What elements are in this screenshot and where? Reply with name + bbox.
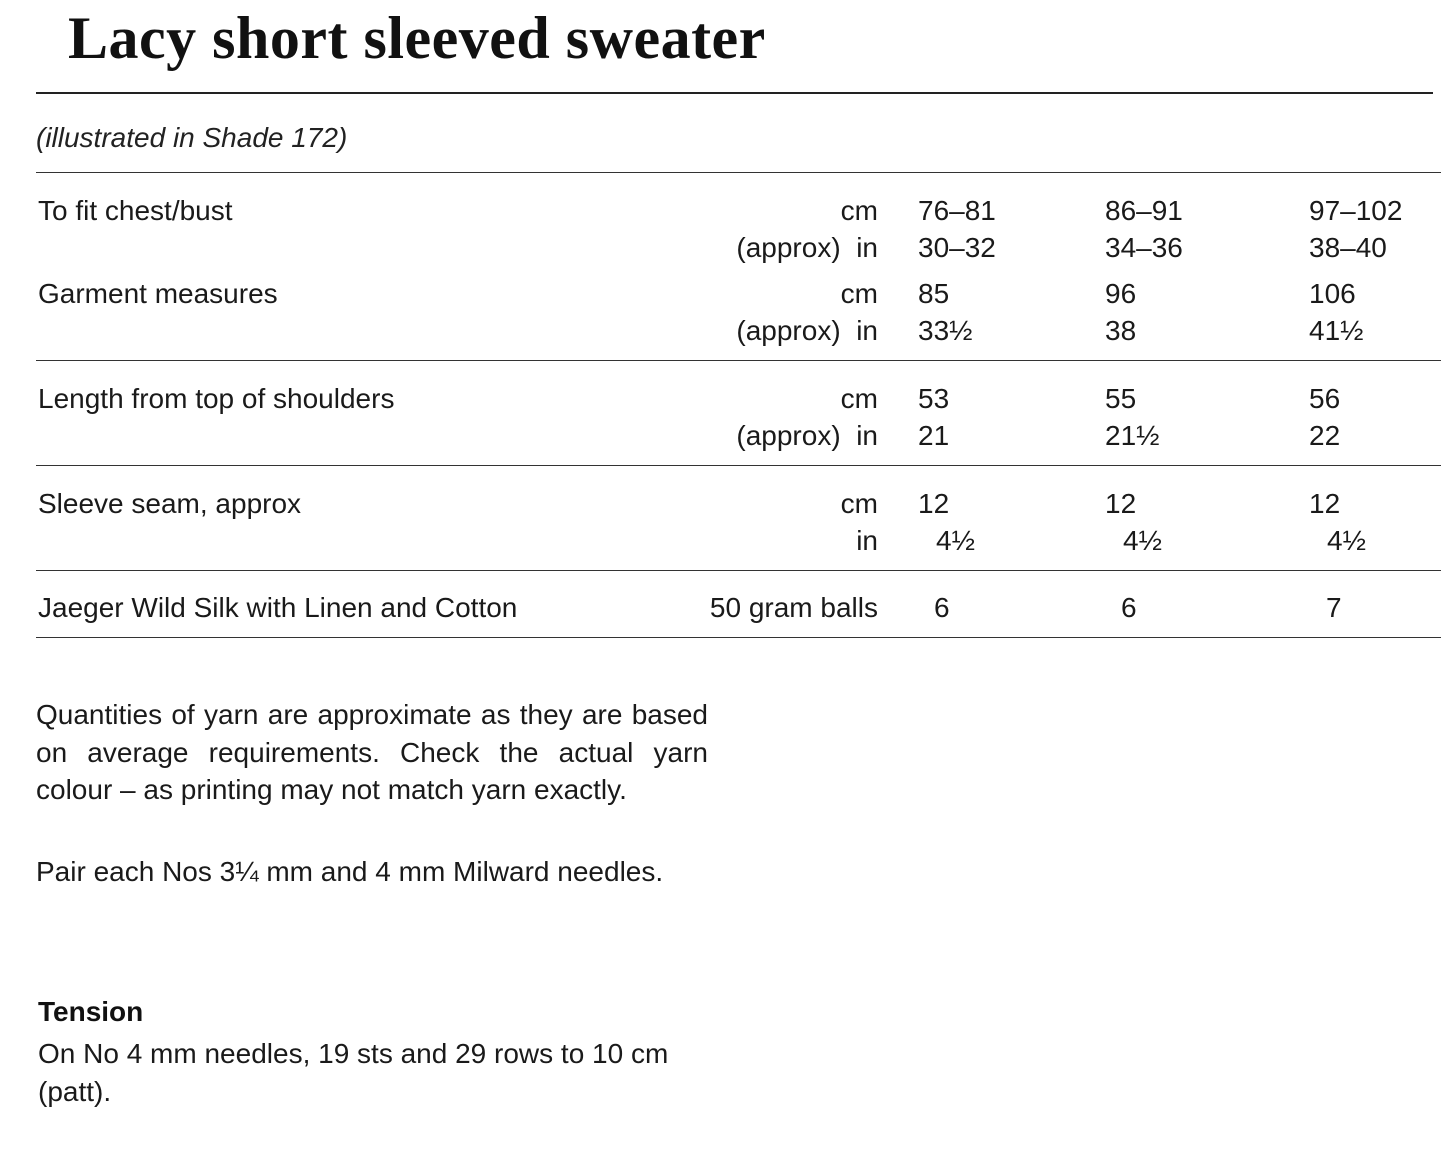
row-label: Sleeve seam, approx [38,488,302,519]
value-size-2: 12 [1105,488,1137,519]
page-title: Lacy short sleeved sweater [68,5,766,71]
value-size-2: 34–36 [1105,232,1183,263]
unit-label: (approx) in [736,420,878,451]
value-size-3: 56 [1309,383,1341,414]
value-size-2: 38 [1105,315,1137,346]
unit-label: cm [840,488,878,519]
value-size-1: 85 [918,278,950,309]
value-size-3: 106 [1309,278,1356,309]
title-rule [36,92,1433,94]
value-size-3: 97–102 [1309,195,1403,226]
value-size-1: 33½ [918,315,973,346]
tension-text: On No 4 mm needles, 19 sts and 29 rows to 10 cm (patt). [38,1038,669,1107]
value-size-2: 21½ [1105,420,1160,451]
unit-label: cm [840,383,878,414]
value-size-1: 12 [918,488,950,519]
value-size-3: 7 [1326,592,1342,623]
value-size-2: 4½ [1123,525,1162,556]
unit-label: 50 gram balls [709,592,878,623]
value-size-1: 53 [918,383,950,414]
needles-paragraph: Pair each Nos 3¼ mm and 4 mm Milward needles. [36,856,664,887]
table-bottom-divider [36,637,1441,638]
value-size-3: 41½ [1309,315,1364,346]
value-size-3: 4½ [1327,525,1366,556]
row-divider [36,465,1441,466]
value-size-2: 96 [1105,278,1137,309]
value-size-2: 55 [1105,383,1137,414]
row-label: To fit chest/bust [38,195,233,226]
unit-label: (approx) in [736,232,878,263]
tension-heading: Tension [38,996,144,1027]
row-label: Garment measures [38,278,278,309]
subtitle: (illustrated in Shade 172) [36,122,348,153]
value-size-1: 21 [918,420,950,451]
row-label: Length from top of shoulders [38,383,395,414]
value-size-1: 76–81 [918,195,996,226]
value-size-3: 12 [1309,488,1341,519]
row-divider [36,570,1441,571]
value-size-3: 38–40 [1309,232,1387,263]
row-divider [36,360,1441,361]
unit-label: in [856,525,878,556]
unit-label: cm [840,195,878,226]
table-top-divider [36,172,1441,173]
value-size-1: 6 [934,592,950,623]
yarn-note-paragraph: Quantities of yarn are approximate as they are based on average requirements. Check the actual yarn colour – as printing may not match yarn exactly. [36,699,708,805]
value-size-1: 4½ [936,525,975,556]
row-label: Jaeger Wild Silk with Linen and Cotton [38,592,518,623]
value-size-3: 22 [1309,420,1341,451]
value-size-2: 86–91 [1105,195,1183,226]
value-size-1: 30–32 [918,232,996,263]
unit-label: cm [840,278,878,309]
unit-label: (approx) in [736,315,878,346]
value-size-2: 6 [1121,592,1137,623]
